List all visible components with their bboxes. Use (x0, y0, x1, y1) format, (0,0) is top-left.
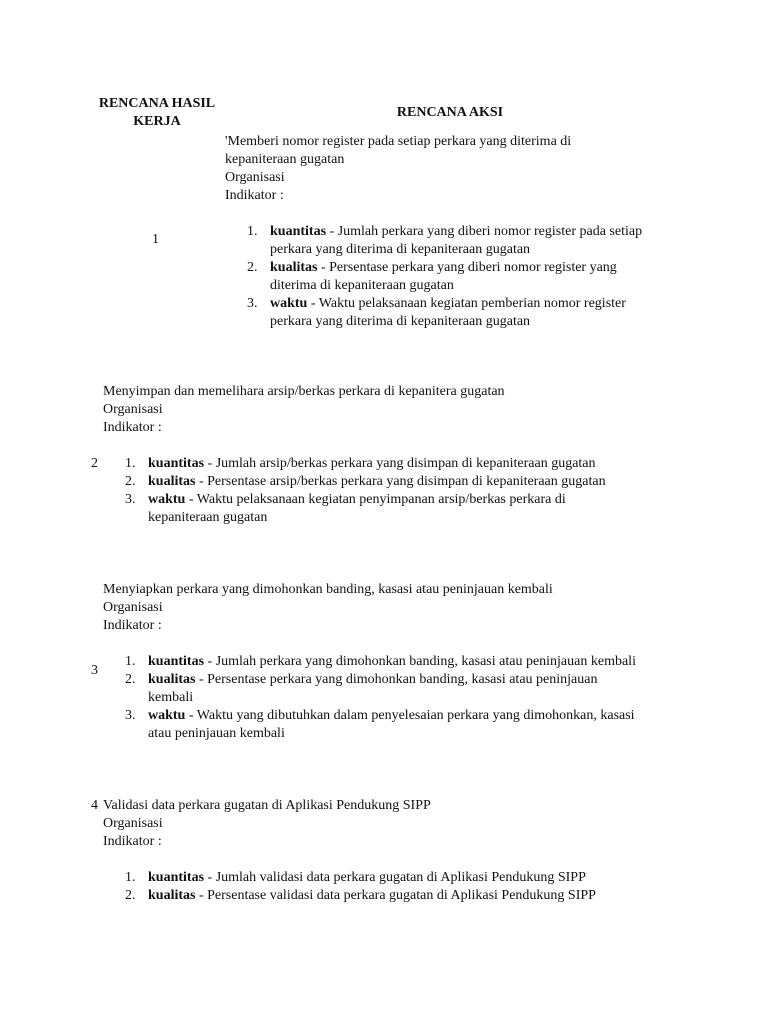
list-item-number: 1. (125, 456, 136, 471)
row-1-organisasi: Organisasi (225, 170, 285, 185)
indicator-text-cont: diterima di kepaniteraan gugatan (270, 278, 454, 293)
list-item-number: 3. (125, 708, 136, 723)
row-3-indikator: Indikator : (103, 618, 162, 633)
row-3-organisasi: Organisasi (103, 600, 163, 615)
list-item (103, 887, 703, 905)
header-rencana-hasil-kerja (84, 95, 230, 131)
row-number-2: 2 (91, 456, 98, 471)
indicator-text: - Jumlah perkara yang dimohonkan banding, kasasi atau peninjauan kembali (204, 654, 636, 669)
row-number-4: 4 (91, 798, 98, 813)
indicator-term: waktu (148, 492, 186, 507)
header-rencana-aksi: RENCANA AKSI (396, 105, 504, 120)
list-item-number: 3. (247, 296, 258, 311)
row-3-rencana-aksi (103, 581, 723, 743)
indicator-term: waktu (270, 296, 308, 311)
indicator-term: kuantitas (148, 870, 205, 885)
list-item (103, 455, 703, 473)
row-number-1: 1 (152, 232, 159, 247)
indicator-term: kualitas (148, 474, 196, 489)
indicator-text: - Jumlah validasi data perkara gugatan di Aplikasi Pendukung SIPP (204, 870, 586, 885)
indicator-term: waktu (148, 708, 186, 723)
indicator-text-cont: kembali (148, 690, 194, 705)
header-left-line2: KERJA (133, 114, 181, 129)
row-4-rencana-aksi (103, 797, 703, 905)
indicator-term: kualitas (148, 672, 196, 687)
indicator-term: kuantitas (148, 654, 205, 669)
row-3-indicator-list (103, 653, 723, 743)
indicator-text: - Persentase arsip/berkas perkara yang disimpan di kepaniteraan gugatan (195, 474, 606, 489)
list-item-number: 1. (125, 654, 136, 669)
list-item-number: 1. (125, 870, 136, 885)
list-item (103, 491, 703, 527)
list-item-number: 3. (125, 492, 136, 507)
indicator-text-cont: kepaniteraan gugatan (148, 510, 268, 525)
row-1-indikator: Indikator : (225, 188, 284, 203)
indicator-term: kuantitas (270, 224, 327, 239)
list-item (103, 473, 703, 491)
row-4-organisasi: Organisasi (103, 816, 163, 831)
indicator-text: - Jumlah arsip/berkas perkara yang disimpan di kepaniteraan gugatan (204, 456, 596, 471)
indicator-term: kualitas (270, 260, 318, 275)
row-1-indicator-list (225, 223, 685, 331)
row-1-title-line2: kepaniteraan gugatan (225, 152, 345, 167)
list-item (225, 259, 685, 295)
indicator-text: - Persentase perkara yang diberi nomor register yang (317, 260, 617, 275)
row-number-3: 3 (91, 663, 98, 678)
row-4-indikator: Indikator : (103, 834, 162, 849)
indicator-term: kualitas (148, 888, 196, 903)
indicator-text: - Persentase perkara yang dimohonkan banding, kasasi atau peninjauan (195, 672, 598, 687)
list-item (225, 295, 685, 331)
row-2-indikator: Indikator : (103, 420, 162, 435)
indicator-text-cont: atau peninjauan kembali (148, 726, 285, 741)
list-item-number: 2. (247, 260, 258, 275)
row-2-organisasi: Organisasi (103, 402, 163, 417)
indicator-term: kuantitas (148, 456, 205, 471)
list-item-number: 2. (125, 474, 136, 489)
indicator-text: - Waktu pelaksanaan kegiatan pemberian nomor register (307, 296, 626, 311)
indicator-text: - Waktu yang dibutuhkan dalam penyelesaian perkara yang dimohonkan, kasasi (185, 708, 635, 723)
list-item (103, 707, 723, 743)
header-left-line1: RENCANA HASIL (98, 96, 216, 111)
indicator-text-cont: perkara yang diterima di kepaniteraan gugatan (270, 242, 531, 257)
row-1-title-line1: 'Memberi nomor register pada setiap perkara yang diterima di (225, 134, 572, 149)
list-item (103, 653, 723, 671)
row-2-rencana-aksi (103, 383, 703, 527)
indicator-text: - Waktu pelaksanaan kegiatan penyimpanan arsip/berkas perkara di (185, 492, 566, 507)
list-item (103, 869, 703, 887)
row-1-rencana-aksi (225, 133, 685, 331)
row-4-indicator-list (103, 869, 703, 905)
list-item-number: 2. (125, 888, 136, 903)
indicator-text-cont: perkara yang diterima di kepaniteraan gugatan (270, 314, 531, 329)
list-item (103, 671, 723, 707)
indicator-text: - Jumlah perkara yang diberi nomor register pada setiap (326, 224, 643, 239)
indicator-text: - Persentase validasi data perkara gugatan di Aplikasi Pendukung SIPP (195, 888, 596, 903)
row-2-indicator-list (103, 455, 703, 527)
list-item-number: 1. (247, 224, 258, 239)
row-2-title-line1: Menyimpan dan memelihara arsip/berkas perkara di kepanitera gugatan (103, 384, 505, 399)
list-item-number: 2. (125, 672, 136, 687)
list-item (225, 223, 685, 259)
row-4-title-line1: Validasi data perkara gugatan di Aplikasi Pendukung SIPP (103, 798, 431, 813)
row-3-title-line1: Menyiapkan perkara yang dimohonkan banding, kasasi atau peninjauan kembali (103, 582, 553, 597)
